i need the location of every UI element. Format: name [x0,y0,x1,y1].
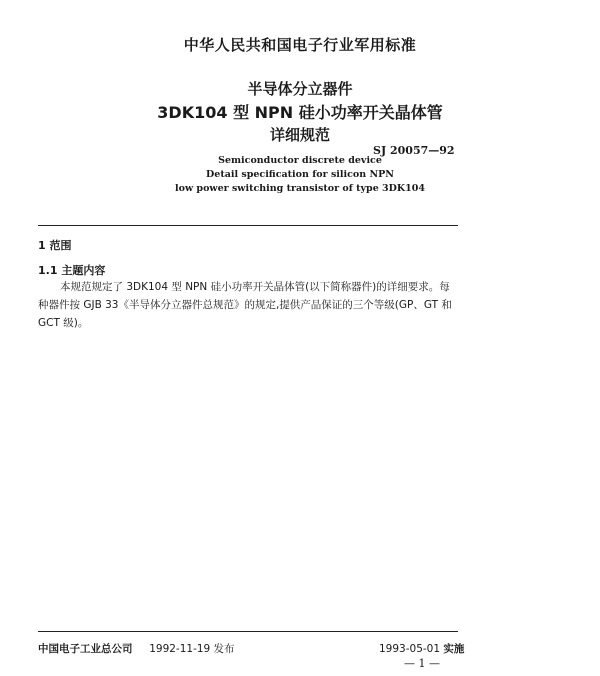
english-title-line-2: Detail specification for silicon NPN [206,169,394,180]
footer-implement-block [379,641,464,656]
implement-label: 实施 [443,643,465,655]
section-1-1-heading: 1.1 主题内容 [38,264,106,277]
page-number: — 1 — [404,657,440,670]
section-1-heading: 1 范围 [38,239,72,252]
publish-date: 1992-11-19 发布 [149,643,235,655]
section-1-1-paragraph: 本规范规定了 3DK104 型 NPN 硅小功率开关晶体管(以下简称器件)的详细要求。每种器件按 GJB 33《半导体分立器件总规范》的规定,提供产品保证的三个等级(GP、GT 和 GCT 级)。 [38,281,452,329]
standard-number: SJ 20057—92 [373,144,455,157]
document-title-line-3: 详细规范 [269,126,330,144]
section-1-1-body [38,278,460,332]
document-title-line-1: 半导体分立器件 [247,80,353,98]
bottom-divider [38,631,458,632]
english-title-line-1: Semiconductor discrete device [218,155,382,166]
implement-date: 1993-05-01 [379,643,441,655]
top-divider [38,225,458,226]
industry-standard-title: 中华人民共和国电子行业军用标准 [183,36,417,54]
issuer-organization: 中国电子工业总公司 [38,643,133,655]
footer-issuer-block [38,641,235,656]
document-title-line-2: 3DK104 型 NPN 硅小功率开关晶体管 [157,103,443,122]
english-title-line-3: low power switching transistor of type 3DK104 [175,183,425,194]
